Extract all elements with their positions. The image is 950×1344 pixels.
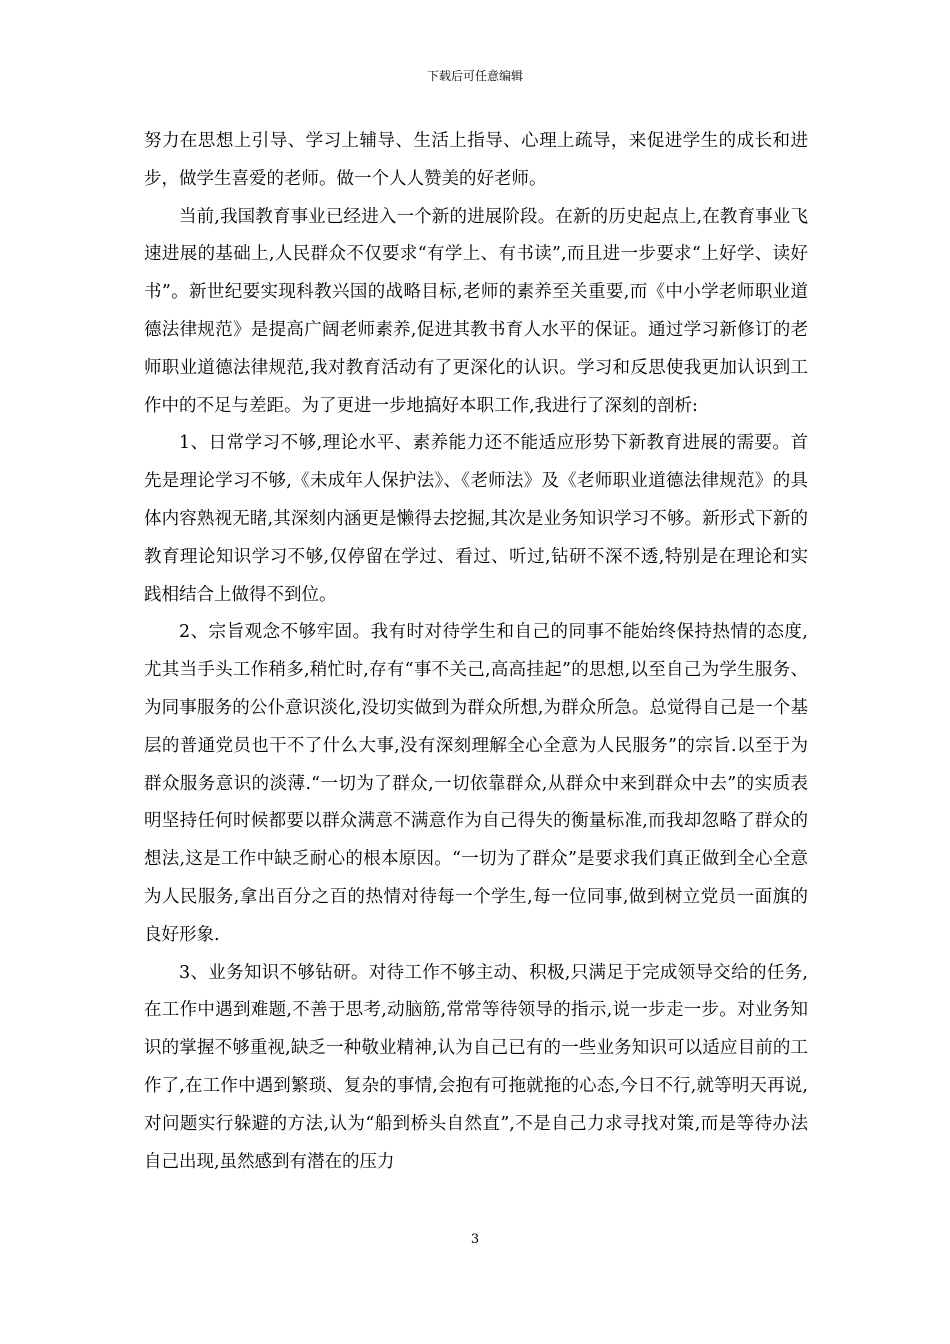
paragraph-point-1: 1、日常学习不够,理论水平、素养能力还不能适应形势下新教育进展的需要。首先是理论学习不够,《未成年人保护法》、《老师法》及《老师职业道德法律规范》的具体内容熟视无睹,其深刻内涵更是懒得去挖掘,其次是业务知识学习不够。新形式下新的教育理论知识学习不够,仅停留在学过、看过、听过,钻研不深不透,特别是在理论和实践相结合上做得不到位。 xyxy=(144,433,808,605)
page-header: 下载后可任意编辑 xyxy=(426,69,523,83)
paragraph-point-2: 2、宗旨观念不够牢固。我有时对待学生和自己的同事不能始终保持热情的态度,尤其当手头工作稍多,稍忙时,存有“事不关己,高高挂起”的思想,以至自己为学生服务、为同事服务的公仆意识淡化,没切实做到为群众所想,为群众所急。总觉得自己是一个基层的普通党员也干不了什么大事,没有深刻理解全心全意为人民服务”的宗旨.以至于为群众服务意识的淡薄.“一切为了群众,一切依靠群众,从群众中来到群众中去”的实质表明坚持任何时候都要以群众满意不满意作为自己得失的衡量标准,而我却忽略了群众的想法,这是工作中缺乏耐心的根本原因。“一切为了群众”是要求我们真正做到全心全意为人民服务,拿出百分之百的热情对待每一个学生,每一位同事,做到树立党员一面旗的良好形象. xyxy=(144,622,808,945)
page-number: 3 xyxy=(470,1232,480,1247)
document-body xyxy=(144,123,808,1181)
paragraph-continued: 努力在思想上引导、学习上辅导、生活上指导、心理上疏导，来促进学生的成长和进步，做学生喜爱的老师。做一个人人赞美的好老师。 xyxy=(144,131,808,189)
paragraph-intro: 当前,我国教育事业已经进入一个新的进展阶段。在新的历史起点上,在教育事业飞速进展的基础上,人民群众不仅要求“有学上、有书读”,而且进一步要求“上好学、读好书”。新世纪要实现科教兴国的战略目标,老师的素养至关重要,而《中小学老师职业道德法律规范》是提高广阔老师素养,促进其教书育人水平的保证。通过学习新修订的老师职业道德法律规范,我对教育活动有了更深化的认识。学习和反思使我更加认识到工作中的不足与差距。为了更进一步地搞好本职工作,我进行了深刻的剖析: xyxy=(144,206,808,416)
paragraph-point-3: 3、业务知识不够钻研。对待工作不够主动、积极,只满足于完成领导交给的任务,在工作中遇到难题,不善于思考,动脑筋,常常等待领导的指示,说一步走一步。对业务知识的掌握不够重视,缺乏一种敬业精神,认为自己已有的一些业务知识可以适应目前的工作了,在工作中遇到繁琐、复杂的事情,会抱有可拖就拖的心态,今日不行,就等明天再说,对问题实行躲避的方法,认为“船到桥头自然直”,不是自己力求寻找对策,而是等待办法自己出现,虽然感到有潜在的压力 xyxy=(144,962,808,1172)
